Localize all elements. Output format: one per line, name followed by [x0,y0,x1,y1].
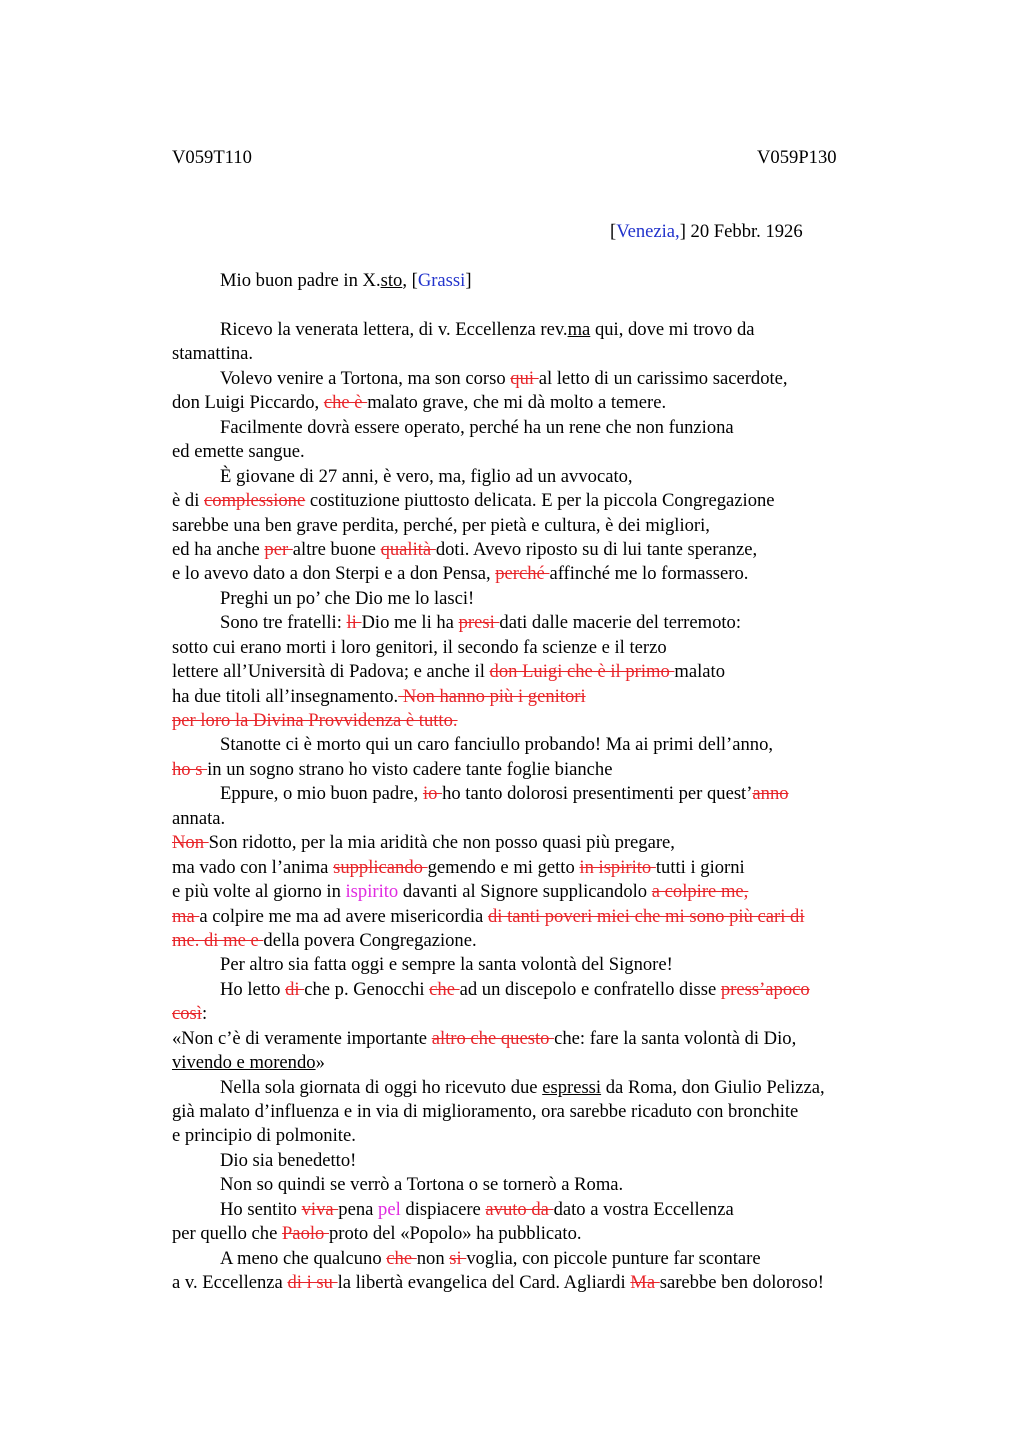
text-line [172,1149,912,1173]
deleted-text: in ispirito [579,856,656,878]
text-line [172,782,912,806]
text-segment: Dio sia benedetto! [220,1149,357,1171]
document-code-left: V059T110 [172,147,252,168]
text-line [172,1051,912,1075]
inserted-text: pel [378,1198,401,1220]
bracket-open: [ [610,221,617,242]
deleted-text: viva [301,1198,339,1220]
text-line [172,1076,912,1100]
deleted-text: complessione [204,490,306,512]
text-segment: costituzione piuttosto delicata. E per la piccola Congregazione [305,490,775,512]
text-segment: per quello che [172,1223,282,1245]
underlined-text: espressi [542,1076,602,1098]
text-segment: sarebbe ben doloroso! [659,1272,824,1294]
text-segment: annata. [172,807,226,829]
deleted-text: che [386,1247,417,1269]
deleted-text: qualità [380,538,436,560]
text-segment: qui, dove mi trovo da [590,319,755,340]
salutation-bracket: ] [465,270,472,291]
text-line [172,978,912,1002]
text-segment: stamattina. [172,343,254,365]
text-segment: Son ridotto, per la mia aridità che non posso quasi più pregare, [208,832,675,854]
text-segment: affinché me lo formassero. [549,563,749,585]
bracket-close: ] [679,221,686,242]
text-line [172,953,912,977]
text-segment: tutti i giorni [655,856,745,878]
text-line [172,1027,912,1051]
text-line [172,562,912,586]
text-segment: dato a vostra Eccellenza [553,1198,734,1220]
deleted-text: Non hanno più i genitori [398,685,586,707]
text-segment: È giovane di 27 anni, è vero, ma, figlio ad un avvocato, [220,465,633,487]
text-segment: doti. Avevo riposto su di lui tante speranze, [435,538,758,560]
text-line [172,342,912,366]
text-line [172,856,912,880]
deleted-text: li [346,612,362,634]
text-line [172,880,912,904]
salutation-punct: , [ [402,270,418,291]
text-line [172,636,912,660]
text-segment: Facilmente dovrà essere operato, perché ha un rene che non funziona [220,416,734,438]
text-line [172,1222,912,1246]
text-segment: ha due titoli all’insegnamento. [172,685,399,707]
text-segment: da Roma, don Giulio Pelizza, [601,1076,825,1098]
underlined-text: vivendo e morendo [172,1052,316,1074]
text-segment: a v. Eccellenza [172,1272,288,1294]
text-line [172,660,912,684]
deleted-text: io [422,783,443,805]
text-segment: ho tanto dolorosi presentimenti per quest’ [442,783,753,805]
text-segment: non [416,1247,450,1269]
text-line [172,807,912,831]
text-line [172,1124,912,1148]
text-segment: don Luigi Piccardo, [172,392,324,414]
text-line [172,367,912,391]
text-segment: Preghi un po’ che Dio me lo lasci! [220,587,475,609]
deleted-text: così [172,1003,202,1025]
text-segment: è di [172,490,205,512]
text-line [172,587,912,611]
text-segment: la libertà evangelica del Card. Agliardi [337,1272,631,1294]
deleted-text: per [264,538,293,560]
text-segment: che: fare la santa volontà di Dio, [554,1027,797,1049]
text-line [172,538,912,562]
text-segment: dispiacere [400,1198,486,1220]
text-segment: a colpire me ma ad avere misericordia [199,905,488,927]
deleted-text: supplicando [333,856,428,878]
text-line [172,1002,912,1026]
letter-body [172,318,912,1296]
text-segment: A meno che qualcuno [220,1247,387,1269]
text-line [172,1271,912,1295]
deleted-text: di tanti poveri miei che mi sono più cari di [487,905,805,927]
deleted-text: di [285,978,305,1000]
deleted-text: don Luigi che è il primo [489,661,675,683]
text-line [172,831,912,855]
text-segment: Ricevo la venerata lettera, di v. Eccellenza rev. [220,319,568,340]
text-segment: Ho letto [220,978,286,1000]
deleted-text: anno [752,783,789,805]
deleted-text: Ma [630,1272,660,1294]
text-segment: Per altro sia fatta oggi e sempre la santa volontà del Signore! [220,954,673,976]
deleted-text: che è [323,392,368,414]
deleted-text: press’apoco [720,978,810,1000]
text-line [172,758,912,782]
text-segment: già malato d’influenza e in via di miglioramento, ora sarebbe ricaduto con bronchite [172,1101,799,1122]
text-segment: malato [674,661,726,683]
text-segment: gemendo e mi getto [427,856,580,878]
date-text: 20 Febbr. 1926 [685,221,803,242]
text-segment: malato grave, che mi dà molto a temere. [367,392,667,414]
text-segment: Non so quindi se verrò a Tortona o se tornerò a Roma. [220,1174,624,1196]
text-segment: e più volte al giorno in [172,881,346,903]
text-segment: ad un discepolo e confratello disse [459,978,721,1000]
text-segment: pena [338,1198,379,1220]
text-line [172,905,912,929]
deleted-text: per loro la Divina Provvidenza è tutto. [172,710,458,731]
text-segment: Dio me li ha [361,612,459,634]
text-line [172,1247,912,1271]
deleted-text: me. di me e [172,929,264,951]
deleted-text: Paolo [281,1223,329,1245]
text-line [172,514,912,538]
text-segment: proto del «Popolo» ha pubblicato. [328,1223,582,1245]
text-line [172,733,912,757]
text-segment: in un sogno strano ho visto cadere tante foglie bianche [207,758,613,780]
text-segment: Volevo venire a Tortona, ma son corso [220,367,511,389]
deleted-text: ma [172,905,200,927]
text-segment: Eppure, o mio buon padre, [220,783,423,805]
deleted-text: ho s [172,758,208,780]
text-segment: sotto cui erano morti i loro genitori, il secondo fa scienze e il terzo [172,636,667,658]
salutation-text: Mio buon padre in X. [220,270,381,291]
text-segment: che p. Genocchi [304,978,430,1000]
text-line [172,391,912,415]
deleted-text: di i su [287,1272,338,1294]
text-line [172,709,912,733]
text-segment: e lo avevo dato a don Sterpi e a don Pensa, [172,563,496,585]
text-segment: ed ha anche [172,538,265,560]
text-segment: : [201,1003,208,1025]
text-segment: e principio di polmonite. [172,1125,356,1147]
text-segment: sarebbe una ben grave perdita, perché, per pietà e cultura, è dei migliori, [172,514,710,536]
text-line [172,929,912,953]
dateline [610,221,803,243]
text-line [172,440,912,464]
text-line [172,416,912,440]
text-segment: » [315,1052,325,1074]
text-line [172,1173,912,1197]
salutation-abbrev: sto [380,270,403,291]
text-segment: ed emette sangue. [172,441,305,463]
deleted-text: perché [495,563,550,585]
deleted-text: qui [510,367,539,389]
text-line [172,611,912,635]
salutation [220,270,472,292]
text-segment: «Non c’è di veramente importante [172,1027,432,1049]
deleted-text: si [449,1247,467,1269]
deleted-text: Non [172,832,209,854]
text-line [172,685,912,709]
text-segment: lettere all’Università di Padova; e anche il [172,661,490,683]
deleted-text: altro che questo [431,1027,555,1049]
text-segment: ma vado con l’anima [172,856,334,878]
text-line [172,465,912,489]
text-segment: della povera Congregazione. [263,929,477,951]
text-segment: Sono tre fratelli: [220,612,347,634]
recipient-name: Grassi [417,270,466,291]
inserted-text: ispirito [345,881,399,903]
deleted-text: presi [458,612,500,634]
deleted-text: a colpire me, [651,881,749,903]
text-segment: Ho sentito [220,1198,302,1220]
deleted-text: avuto da [485,1198,554,1220]
text-line [172,1100,912,1124]
text-segment: voglia, con piccole punture far scontare [466,1247,761,1269]
text-line [172,489,912,513]
text-line [172,318,912,342]
text-segment: altre buone [292,538,381,560]
underlined-text: ma [567,319,591,340]
text-segment: dati dalle macerie del terremoto: [499,612,741,634]
text-segment: Nella sola giornata di oggi ho ricevuto due [220,1076,543,1098]
place-name: Venezia, [616,221,680,242]
text-segment: Stanotte ci è morto qui un caro fanciullo probando! Ma ai primi dell’anno, [220,734,774,756]
text-line [172,1198,912,1222]
text-segment: al letto di un carissimo sacerdote, [538,367,788,389]
text-segment: davanti al Signore supplicandolo [398,881,652,903]
document-code-right: V059P130 [757,147,837,168]
deleted-text: che [429,978,460,1000]
